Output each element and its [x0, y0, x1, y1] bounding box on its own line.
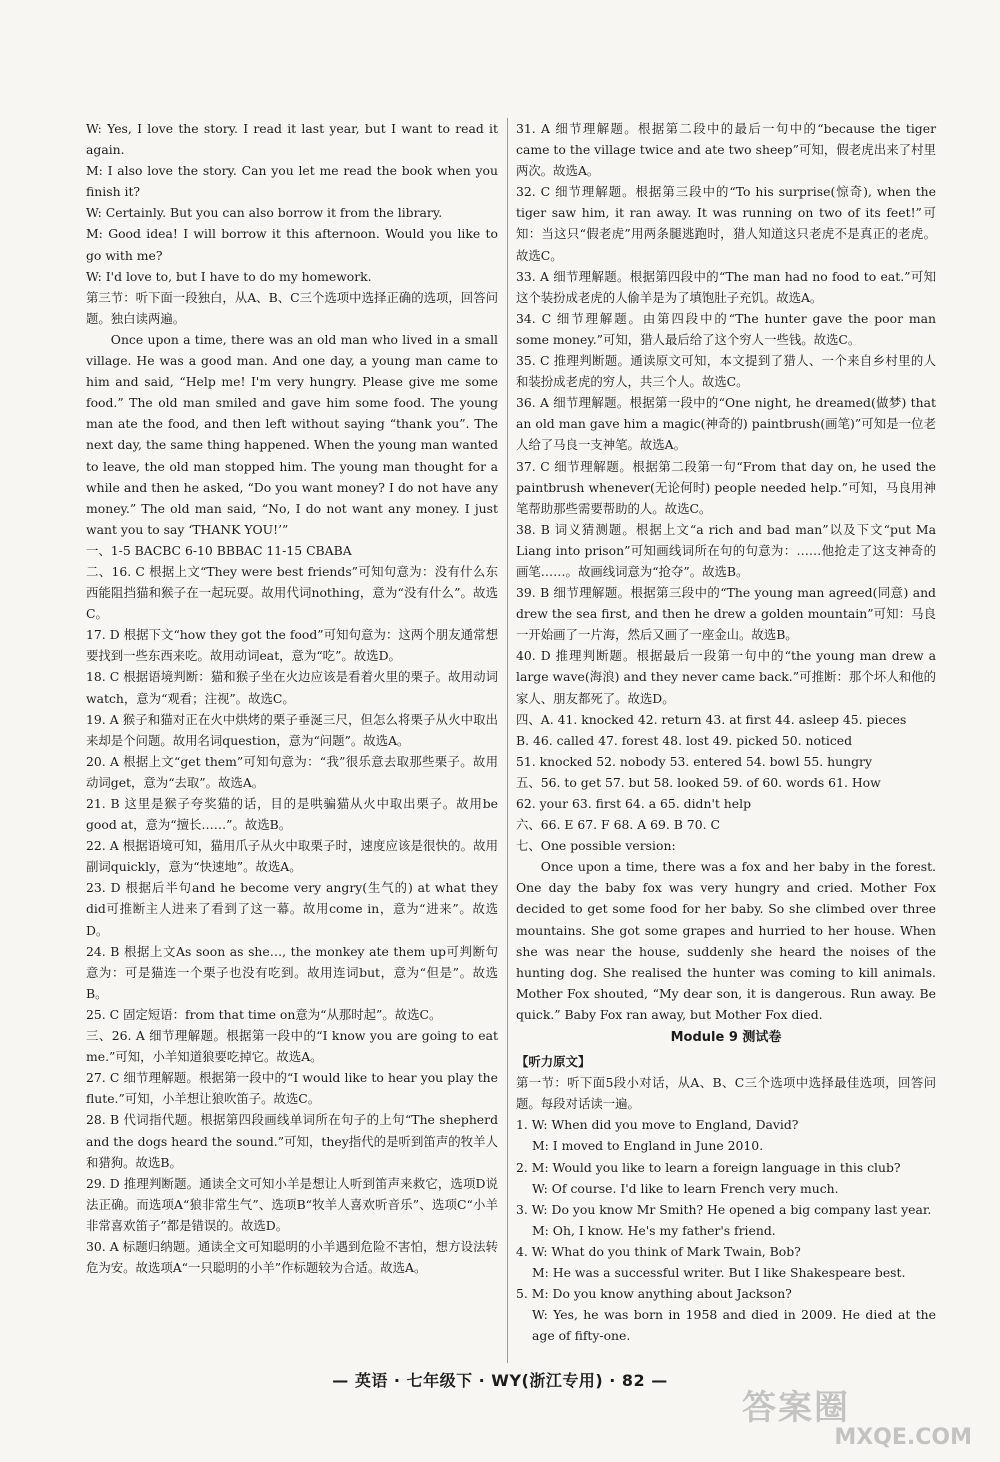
left-paragraph: Once upon a time, there was an old man who lived in a small village. He was a good man. And one day, a young man came to him and said, “Help me! I'm very hungry. Please give me some food.” The old man smiled and gave him some food. The young man ate the food, and then left without saying “thank you”. The next day, the same thing happened. When the young man wanted to leave, the old man stopped him. The young man thought for a while and then he asked, “Do you want money? I do not have any money.” The old man said, “No, I do not want any money. I just want you to say ‘THANK YOU!’”	[86, 331, 498, 537]
right-paragraph: Module 9 测试卷	[670, 1030, 782, 1046]
left-column	[86, 118, 498, 1278]
left-paragraph: 18. C 根据语境判断：猫和猴子坐在火边应该是看着火里的栗子。故用动词watch，意为“观看；注视”。故选C。	[86, 669, 498, 706]
right-paragraph: B. 46. called 47. forest 48. lost 49. picked 50. noticed	[516, 732, 853, 748]
right-paragraph: 32. C 细节理解题。根据第三段中的“To his surprise(惊奇), when the tiger saw him, it ran away. It was running on two of its feet!”可知：当这只“假老虎”用两条腿逃跑时，猎人知道这只老虎不是真正的老虎。故选C。	[516, 184, 936, 263]
left-paragraph: W: I'd love to, but I have to do my homework.	[86, 268, 372, 284]
left-paragraph: M: I also love the story. Can you let me read the book when you finish it?	[86, 163, 498, 200]
right-paragraph: W: Yes, he was born in 1958 and died in 2009. He died at the age of fifty-one.	[532, 1307, 936, 1344]
right-paragraph: 2. M: Would you like to learn a foreign language in this club?	[516, 1159, 901, 1175]
watermark-logo: 答案圈	[742, 1388, 850, 1428]
right-paragraph: 40. D 推理判断题。根据最后一段第一句中的“the young man drew a large wave(海浪) and they never came back.”可推断：那个坏人和他的家人、朋友都死了。故选D。	[516, 648, 936, 706]
left-paragraph: 17. D 根据下文“how they got the food”可知句意为：这两个朋友通常想要找到一些东西来吃。故用动词eat，意为“吃”。故选D。	[86, 627, 498, 664]
left-paragraph: 24. B 根据上文As soon as she…, the monkey ate them up可判断句意为：可是猫连一个栗子也没有吃到。故用连词but，意为“但是”。故选B。	[86, 943, 498, 1001]
right-paragraph: 3. W: Do you know Mr Smith? He opened a big company last year.	[516, 1201, 932, 1217]
right-paragraph: M: Oh, I know. He's my father's friend.	[532, 1222, 776, 1238]
right-paragraph: M: He was a successful writer. But I like Shakespeare best.	[532, 1264, 906, 1280]
right-paragraph: 【听力原文】	[516, 1054, 591, 1070]
left-paragraph: 20. A 根据上文“get them”可知句意为：“我”很乐意去取那些栗子。故用动词get，意为“去取”。故选A。	[86, 753, 498, 790]
right-paragraph: 七、One possible version:	[516, 838, 676, 854]
left-paragraph: 第三节：听下面一段独白，从A、B、C三个选项中选择正确的选项，回答问题。独白读两遍。	[86, 289, 498, 326]
right-paragraph: 1. W: When did you move to England, David?	[516, 1117, 799, 1133]
right-paragraph: 36. A 细节理解题。根据第一段中的“One night, he dreamed(做梦) that an old man gave him a magic(神奇的) paintbrush(画笔)”可知是一位老人给了马良一支神笔。故选A。	[516, 395, 936, 453]
left-paragraph: 27. C 细节理解题。根据第一段中的“I would like to hear you play the flute.”可知，小羊想让狼吹笛子。故选C。	[86, 1070, 498, 1107]
watermark-url: MXQE.COM	[834, 1425, 972, 1450]
right-paragraph: 第一节：听下面5段小对话，从A、B、C三个选项中选择最佳选项，回答问题。每段对话读一遍。	[516, 1075, 936, 1112]
left-paragraph: 三、26. A 细节理解题。根据第一段中的“I know you are going to eat me.”可知，小羊知道狼要吃掉它。故选A。	[86, 1028, 498, 1065]
page-footer: — 英语 · 七年级下 · WY(浙江专用) · 82 —	[332, 1371, 668, 1390]
right-paragraph: 5. M: Do you know anything about Jackson?	[516, 1286, 792, 1302]
left-paragraph: 21. B 这里是猴子夸奖猫的话，目的是哄骗猫从火中取出栗子。故用be good at，意为“擅长……”。故选B。	[86, 796, 498, 833]
left-paragraph: W: Yes, I love the story. I read it last year, but I want to read it again.	[86, 121, 498, 158]
right-paragraph: 34. C 细节理解题。由第四段中的“The hunter gave the poor man some money.”可知，猎人最后给了这个穷人一些钱。故选C。	[516, 310, 936, 347]
right-paragraph: W: Of course. I'd like to learn French very much.	[532, 1180, 839, 1196]
left-paragraph: 29. D 推理判断题。通读全文可知小羊是想让人听到笛声来救它，选项D说法正确。而选项A“狼非常生气”、选项B“牧羊人喜欢听音乐”、选项C“小羊非常喜欢笛子”都是错误的。故选D。	[86, 1175, 498, 1233]
right-paragraph: 五、56. to get 57. but 58. looked 59. of 60. words 61. How	[516, 774, 881, 790]
watermark	[742, 1380, 972, 1460]
right-paragraph: 33. A 细节理解题。根据第四段中的“The man had no food to eat.”可知这个装扮成老虎的人偷羊是为了填饱肚子充饥。故选A。	[516, 268, 936, 305]
left-paragraph: 19. A 猴子和猫对正在火中烘烤的栗子垂涎三尺，但怎么将栗子从火中取出来却是个问题。故用名词question，意为“问题”。故选A。	[86, 711, 498, 748]
right-paragraph: 38. B 词义猜测题。根据上文“a rich and bad man”以及下文“put Ma Liang into prison”可知画线词所在句的句意为：……他抢走了这支神奇的画笔……。故画线词意为“抢夺”。故选B。	[516, 521, 936, 579]
column-divider	[507, 118, 508, 1363]
right-paragraph: 37. C 细节理解题。根据第二段第一句“From that day on, he used the paintbrush whenever(无论何时) people needed help.”可知，马良用神笔帮助那些需要帮助的人。故选C。	[516, 458, 936, 516]
right-paragraph: 4. W: What do you think of Mark Twain, Bob?	[516, 1243, 801, 1259]
right-paragraph: 六、66. E 67. F 68. A 69. B 70. C	[516, 817, 720, 833]
left-paragraph: W: Certainly. But you can also borrow it from the library.	[86, 205, 443, 221]
left-paragraph: 22. A 根据语境可知，猫用爪子从火中取栗子时，速度应该是很快的。故用副词quickly，意为“快速地”。故选A。	[86, 838, 498, 875]
left-paragraph: 23. D 根据后半句and he become very angry(生气的) at what they did可推断主人进来了看到了这一幕。故用come in，意为“进来”。故选D。	[86, 880, 498, 938]
right-paragraph: M: I moved to England in June 2010.	[532, 1138, 764, 1154]
left-paragraph: M: Good idea! I will borrow it this afternoon. Would you like to go with me?	[86, 226, 498, 263]
right-paragraph: 四、A. 41. knocked 42. return 43. at first 44. asleep 45. pieces	[516, 711, 907, 727]
right-paragraph: 39. B 细节理解题。根据第三段中的“The young man agreed(同意) and drew the sea first, and then he drew a golden mountain”可知：马良一开始画了一片海，然后又画了一座金山。故选B。	[516, 585, 936, 643]
right-paragraph: 62. your 63. first 64. a 65. didn't help	[516, 796, 752, 811]
right-paragraph: Once upon a time, there was a fox and her baby in the forest. One day the baby fox was very hungry and cried. Mother Fox decided to get some food for her baby. So she climbed over three mountains. She got some grapes and hurried to her house. When she was near the house, suddenly she heard the noises of the hunting dog. She realised the hunter was coming to kill animals. Mother Fox shouted, “My dear son, it is dangerous. Run away. Be quick.” Baby Fox ran away, but Mother Fox died.	[516, 859, 936, 1022]
left-paragraph: 28. B 代词指代题。根据第四段画线单词所在句子的上句“The shepherd and the dogs heard the sound.”可知，they指代的是听到笛声的牧羊人和猎狗。故选B。	[86, 1112, 498, 1170]
right-paragraph: 51. knocked 52. nobody 53. entered 54. bowl 55. hungry	[516, 753, 872, 769]
left-paragraph: 一、1-5 BACBC 6-10 BBBAC 11-15 CBABA	[86, 542, 352, 558]
right-paragraph: 35. C 推理判断题。通读原文可知，本文提到了猎人、一个来自乡村里的人和装扮成老虎的穷人，共三个人。故选C。	[516, 353, 936, 390]
right-column	[516, 118, 936, 1346]
left-paragraph: 25. C 固定短语：from that time on意为“从那时起”。故选C。	[86, 1006, 442, 1022]
left-paragraph: 30. A 标题归纳题。通读全文可知聪明的小羊遇到危险不害怕，想方设法转危为安。故选项A“一只聪明的小羊”作标题较为合适。故选A。	[86, 1238, 498, 1276]
left-paragraph: 二、16. C 根据上文“They were best friends”可知句意为：没有什么东西能阻挡猫和猴子在一起玩耍。故用代词nothing，意为“没有什么”。故选C。	[86, 563, 498, 622]
right-paragraph: 31. A 细节理解题。根据第二段中的最后一句中的“because the tiger came to the village twice and ate two sheep”可知，假老虎出来了村里两次。故选A。	[516, 121, 936, 179]
